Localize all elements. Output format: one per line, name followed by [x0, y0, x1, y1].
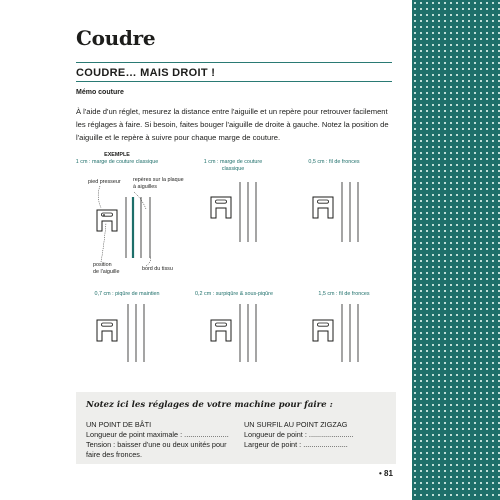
- notes-right-line: Largeur de point : ......................: [244, 440, 348, 449]
- label-position-line1: position: [93, 262, 112, 268]
- notes-title: Notez ici les réglages de votre machine pour faire :: [86, 400, 333, 410]
- notes-left-line: Longueur de point maximale : ......................: [86, 430, 229, 439]
- notes-left-heading: UN POINT DE BÂTI: [86, 420, 152, 429]
- notes-left-line: faire des fronces.: [86, 450, 142, 459]
- caption-row1-mid-line1: 1 cm : marge de couture: [203, 159, 263, 165]
- label-position-line2: de l'aiguille: [93, 269, 120, 275]
- presser-foot-icon: [313, 320, 333, 341]
- decorative-side-band: [412, 0, 500, 500]
- notes-left-column: [86, 420, 229, 460]
- presser-foot-icon: [97, 320, 117, 341]
- page-number: • 81: [379, 469, 393, 478]
- notes-right-line: Longueur de point : ......................: [244, 430, 354, 439]
- presser-foot-icon: [211, 197, 231, 218]
- caption-row1-right: 0,5 cm : fil de fronces: [308, 159, 360, 165]
- paragraph-line: À l'aide d'un réglet, mesurez la distance entre l'aiguille et un repère pour retrouver facilement: [76, 107, 388, 116]
- notes-right-column: [244, 420, 354, 450]
- example-label: EXEMPLE: [104, 152, 130, 158]
- label-pied-presseur: pied presseur: [88, 179, 121, 185]
- paragraph-line: les réglages à faire. Si besoin, faites bouger l'aiguille de droite à gauche. Notez la position de: [76, 120, 389, 129]
- paragraph-line: l'aiguille et le repère à suivre pour chaque marge de couture.: [76, 133, 281, 142]
- notes-right-heading: UN SURFIL AU POINT ZIGZAG: [244, 420, 348, 429]
- presser-foot-icon: [97, 210, 117, 231]
- example-caption: 1 cm : marge de couture classique: [75, 159, 159, 165]
- memo-heading: Mémo couture: [76, 89, 124, 96]
- section-subtitle: COUDRE… MAIS DROIT !: [76, 67, 216, 79]
- caption-row2-mid: 0,2 cm : surpiqûre & sous-piqûre: [195, 291, 273, 297]
- label-bord-du-tissu: bord du tissu: [142, 266, 173, 272]
- caption-row2-left: 0,7 cm : piqûre de maintien: [94, 291, 160, 297]
- notes-panel: [76, 392, 396, 464]
- presser-foot-icon: [211, 320, 231, 341]
- presser-foot-icon: [313, 197, 333, 218]
- label-reperes-line1: repères sur la plaque: [133, 177, 184, 183]
- caption-row1-mid-line2: classique: [221, 166, 245, 172]
- notes-left-line: Tension : baisser d'une ou deux unités pour: [86, 440, 227, 449]
- page-title: Coudre: [76, 26, 156, 50]
- caption-row2-right: 1,5 cm : fil de fronces: [318, 291, 370, 297]
- label-reperes-line2: à aiguilles: [133, 184, 157, 190]
